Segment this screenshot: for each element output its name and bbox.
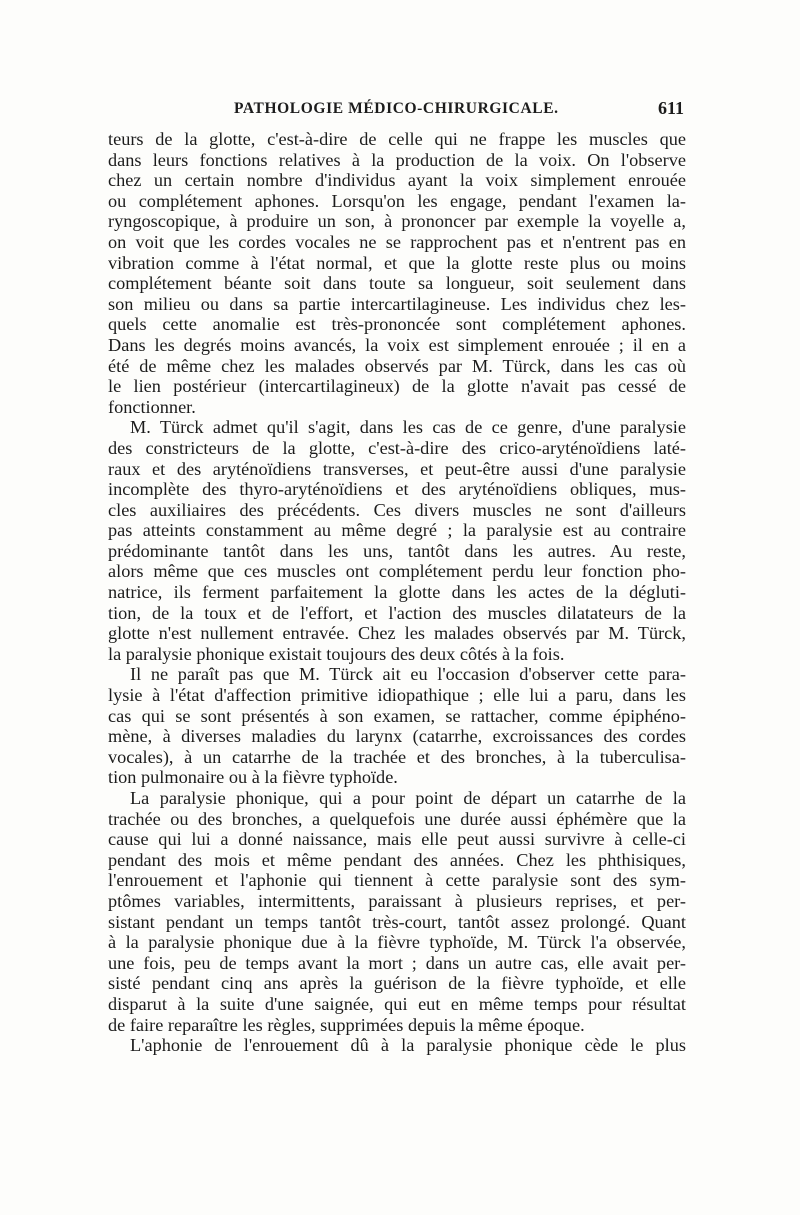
text-line: La paralysie phonique, qui a pour point de départ un catarrhe de la [130, 788, 686, 808]
text-line: cles auxiliaires des précédents. Ces divers muscles ne sont d'ailleurs [108, 499, 686, 520]
text-line: l'enrouement et l'aphonie qui tiennent à cette paralysie sont des sym- [108, 870, 686, 891]
text-line: à la paralysie phonique due à la fièvre typhoïde, M. Türck l'a observée, [108, 932, 686, 953]
text-line: tion pulmonaire ou à la fièvre typhoïde. [108, 767, 398, 788]
page-number: 611 [657, 98, 684, 118]
text-line: des constricteurs de la glotte, c'est-à-dire des crico-aryténoïdiens laté- [108, 437, 686, 458]
text-line: disparut à la suite d'une saignée, qui eut en même temps pour résultat [108, 993, 686, 1014]
text-line: quels cette anomalie est très-prononcée sont complétement aphones. [108, 314, 686, 335]
text-line: ou complétement aphones. Lorsqu'on les engage, pendant l'examen la- [108, 190, 686, 211]
text-line: vibration comme à l'état normal, et que la glotte reste plus ou moins [108, 252, 686, 273]
text-line: vocales), à un catarrhe de la trachée et des bronches, à la tuberculisa- [108, 746, 686, 767]
text-line: incomplète des thyro-aryténoïdiens et des aryténoïdiens obliques, mus- [108, 479, 686, 500]
text-line: Dans les degrés moins avancés, la voix est simplement enrouée ; il en a [108, 334, 686, 355]
text-line: ptômes variables, intermittents, paraissant à plusieurs reprises, et per- [108, 890, 686, 911]
text-line: lysie à l'état d'affection primitive idiopathique ; elle lui a paru, dans les [108, 685, 686, 706]
text-line: la paralysie phonique existait toujours des deux côtés à la fois. [108, 643, 565, 664]
text-line: teurs de la glotte, c'est-à-dire de celle qui ne frappe les muscles que [108, 129, 686, 149]
text-line: une fois, peu de temps avant la mort ; dans un autre cas, elle avait per- [108, 952, 686, 973]
text-line: glotte n'est nullement entravée. Chez les malades observés par M. Türck, [108, 623, 686, 644]
text-line: son milieu ou dans sa partie intercartilagineuse. Les individus chez les- [108, 293, 686, 314]
text-line: dans leurs fonctions relatives à la production de la voix. On l'observe [108, 149, 686, 170]
text-line: complétement béante soit dans toute sa longueur, soit seulement dans [108, 273, 686, 294]
body-text [108, 129, 686, 1056]
text-line: chez un certain nombre d'individus ayant la voix simplement enrouée [108, 170, 686, 191]
text-line: on voit que les cordes vocales ne se rapprochent pas et n'entrent pas en [108, 231, 686, 252]
text-line: L'aphonie de l'enrouement dû à la paralysie phonique cède le plus [130, 1035, 686, 1056]
text-line: Il ne paraît pas que M. Türck ait eu l'occasion d'observer cette para- [130, 664, 686, 685]
text-line: ryngoscopique, à produire un son, à prononcer par exemple la voyelle a, [108, 211, 686, 232]
text-line: le lien postérieur (intercartilagineux) de la glotte n'avait pas cessé de [108, 376, 686, 397]
text-line: raux et des aryténoïdiens transverses, et peut-être aussi d'une paralysie [108, 458, 686, 479]
page-header [108, 98, 684, 128]
text-line: cas qui se sont présentés à son examen, se rattacher, comme épiphéno- [108, 705, 686, 726]
text-line: natrice, ils ferment parfaitement la glotte dans les actes de la dégluti- [108, 582, 686, 603]
text-line: trachée ou des bronches, a quelquefois une durée aussi éphémère que la [108, 808, 686, 829]
text-line: de faire reparaître les règles, supprimées depuis la même époque. [108, 1014, 585, 1035]
text-line: pas atteints constamment au même degré ; la paralysie est au contraire [108, 520, 686, 541]
text-line: M. Türck admet qu'il s'agit, dans les cas de ce genre, d'une paralysie [130, 417, 686, 438]
text-line: prédominante tantôt dans les uns, tantôt dans les autres. Au reste, [108, 540, 686, 561]
text-line: tion, de la toux et de l'effort, et l'action des muscles dilatateurs de la [108, 602, 686, 623]
text-line: sisté pendant cinq ans après la guérison de la fièvre typhoïde, et elle [108, 973, 686, 994]
text-line: été de même chez les malades observés par M. Türck, dans les cas où [108, 355, 686, 376]
text-line: sistant pendant un temps tantôt très-court, tantôt assez prolongé. Quant [108, 911, 686, 932]
text-line: fonctionner. [108, 396, 196, 417]
text-line: cause qui lui a donné naissance, mais elle peut aussi survivre à celle-ci [108, 829, 686, 850]
text-line: pendant des mois et même pendant des années. Chez les phthisiques, [108, 849, 686, 870]
running-head: PATHOLOGIE MÉDICO-CHIRURGICALE. [234, 100, 559, 117]
text-line: mène, à diverses maladies du larynx (catarrhe, excroissances des cordes [108, 726, 686, 747]
text-line: alors même que ces muscles ont complétement perdu leur fonction pho- [108, 561, 686, 582]
